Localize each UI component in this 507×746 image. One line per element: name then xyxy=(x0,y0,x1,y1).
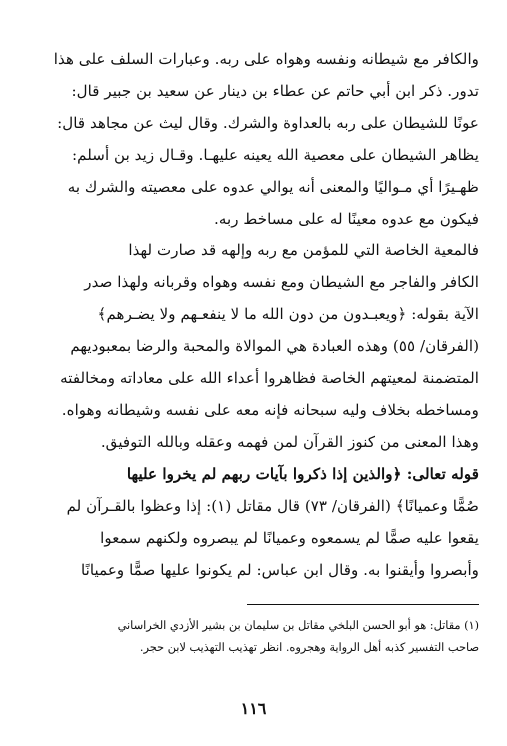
text-line: المتضمنة لمعيتهم الخاصة فظاهروا أعداء الله على معاداته ومخالفته xyxy=(60,369,479,388)
text-line: (الفرقان/ ٥٥) وهذه العبادة هي الموالاة والمحبة والرضا بمعبوديهم xyxy=(70,337,479,356)
text-line: يظاهر الشيطان على معصية الله يعينه عليهـا. وقـال زيد بن أسلم: xyxy=(72,145,479,164)
text-line: والكافر مع شيطانه ونفسه وهواه على ربه. وعبارات السلف على هذا xyxy=(53,50,479,68)
footnote-line: (١) مقاتل: هو أبو الحسن البلخي مقاتل بن سليمان بن بشير الأزدي الخراساني xyxy=(117,619,479,632)
footnotes xyxy=(28,615,479,659)
text-line: عونًا للشيطان على ربه بالعداوة والشرك. وقال ليث عن مجاهد قال: xyxy=(57,113,479,132)
text-line: ظهـيرًا أي مـواليًا والمعنى أنه يوالي عدوه على معصيته والشرك به xyxy=(67,177,479,196)
text-line: قوله تعالى: ﴿والذين إذا ذكروا بآيات ربهم لم يخروا عليها xyxy=(126,464,479,483)
text-line: الكافر والفاجر مع الشيطان ومع نفسه وهواه وقربانه ولهذا صدر xyxy=(84,273,479,292)
text-line: ومساخطه بخلاف وليه سبحانه فإنه معه على نفسه وشيطانه وهواه. xyxy=(61,400,479,419)
text-line: وهذا المعنى من كنوز القرآن لمن فهمه وعقله وبالله التوفيق. xyxy=(100,432,479,451)
text-line: وأبصروا وأيقنوا به. وقال ابن عباس: لم يكونوا عليها صمًّا وعميانًا xyxy=(81,560,479,579)
text-line: صُمًّا وعميانًا﴾ (الفرقان/ ٧٣) قال مقاتل (١): إذا وعظوا بالقـرآن لم xyxy=(66,496,479,515)
page-number: ١١٦ xyxy=(240,699,267,718)
footnote-line: صاحب التفسير كذبه أهل الرواية وهجروه. انظر تهذيب التهذيب لابن حجر. xyxy=(139,641,479,654)
text-line: فيكون مع عدوه معينًا له على مساخط ربه. xyxy=(214,209,479,228)
text-line: الآية بقوله: ﴿ويعبـدون من دون الله ما لا ينفعـهم ولا يضـرهم﴾ xyxy=(97,305,479,324)
body-text xyxy=(28,44,479,586)
text-line: تدور. ذكر ابن أبي حاتم عن عطاء بن دينار عن سعيد بن جبير قال: xyxy=(71,81,479,100)
footnote-divider xyxy=(247,604,479,605)
text-line: فالمعية الخاصة التي للمؤمن مع ربه وإلهه قد صارت لهذا xyxy=(128,241,479,260)
text-line: يقعوا عليه صمًّا لم يسمعوه وعميانًا لم يبصروه ولكنهم سمعوا xyxy=(100,528,479,547)
